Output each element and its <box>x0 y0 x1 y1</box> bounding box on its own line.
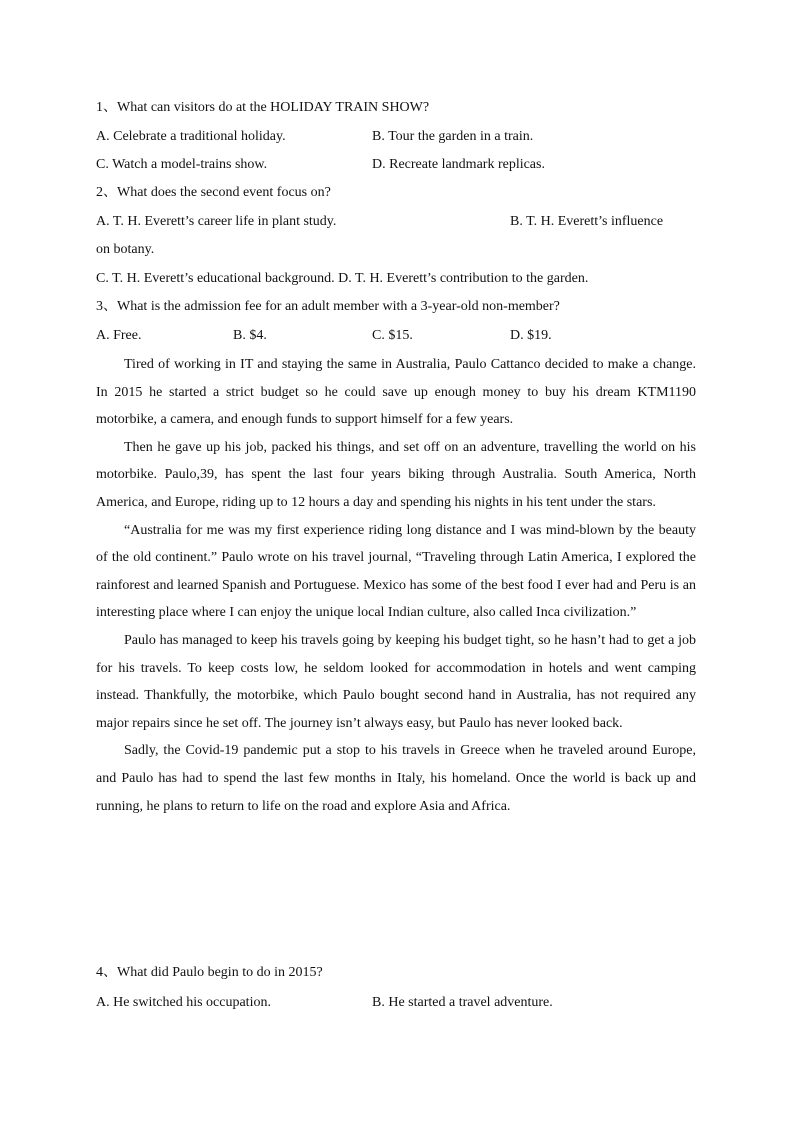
question-2-option-a: A. T. H. Everett’s career life in plant study. <box>96 214 337 229</box>
question-2-option-b-continued: on botany. <box>96 242 155 257</box>
question-4-option-a: A. He switched his occupation. <box>96 995 271 1010</box>
question-1-option-b: B. Tour the garden in a train. <box>372 129 534 144</box>
question-2-stem: 2、What does the second event focus on? <box>96 185 331 200</box>
passage-paragraph: Tired of working in IT and staying the same in Australia, Paulo Cattanco decided to make a change. In 2015 he started a strict budget so he could save up enough money to buy his dream KTM1190 motorbike, a camera, and enough funds to support himself for a few years. <box>96 357 696 428</box>
question-3-stem: 3、What is the admission fee for an adult member with a 3-year-old non-member? <box>96 299 560 314</box>
passage-paragraph: “Australia for me was my first experience riding long distance and I was mind-blown by the beauty of the old continent.” Paulo wrote on his travel journal, “Traveling through Latin America, I explored the rainforest and learned Spanish and Portuguese. Mexico has some of the best food I ever had and Peru is an interesting place where I can enjoy the unique local Indian culture, also called Inca civilization.” <box>96 522 696 621</box>
question-3-option-d: D. $19. <box>510 328 552 343</box>
question-3-option-b: B. $4. <box>233 328 267 343</box>
question-4-option-b: B. He started a travel adventure. <box>372 995 553 1010</box>
passage-paragraph: Sadly, the Covid-19 pandemic put a stop to his travels in Greece when he traveled around Europe, and Paulo has had to spend the last few months in Italy, his homeland. Once the world is back up and running, he plans to return to life on the road and explore Asia and Africa. <box>96 743 696 814</box>
passage-paragraph: Paulo has managed to keep his travels going by keeping his budget tight, so he hasn’t had to get a job for his travels. To keep costs low, he seldom looked for accommodation in hotels and went camping instead. Thankfully, the motorbike, which Paulo bought second hand in Australia, has not required any major repairs since he set off. The journey isn’t always easy, but Paulo has never looked back. <box>96 632 696 731</box>
question-3-option-c: C. $15. <box>372 328 413 343</box>
passage-paragraph: Then he gave up his job, packed his things, and set off on an adventure, travelling the world on his motorbike. Paulo,39, has spent the last four years biking through Australia. South America, North America, and Europe, riding up to 12 hours a day and spending his nights in his tent under the stars. <box>96 439 696 510</box>
question-3-option-a: A. Free. <box>96 328 142 343</box>
question-1-option-d: D. Recreate landmark replicas. <box>372 157 545 172</box>
question-1-stem: 1、What can visitors do at the HOLIDAY TRAIN SHOW? <box>96 100 430 115</box>
reading-passage <box>96 351 696 820</box>
question-2-options-c-d: C. T. H. Everett’s educational background. D. T. H. Everett’s contribution to the garden. <box>96 271 589 286</box>
question-2-option-b: B. T. H. Everett’s influence <box>510 214 664 229</box>
question-1-option-c: C. Watch a model-trains show. <box>96 157 268 172</box>
question-1-option-a: A. Celebrate a traditional holiday. <box>96 129 286 144</box>
question-4-stem: 4、What did Paulo begin to do in 2015? <box>96 965 323 980</box>
